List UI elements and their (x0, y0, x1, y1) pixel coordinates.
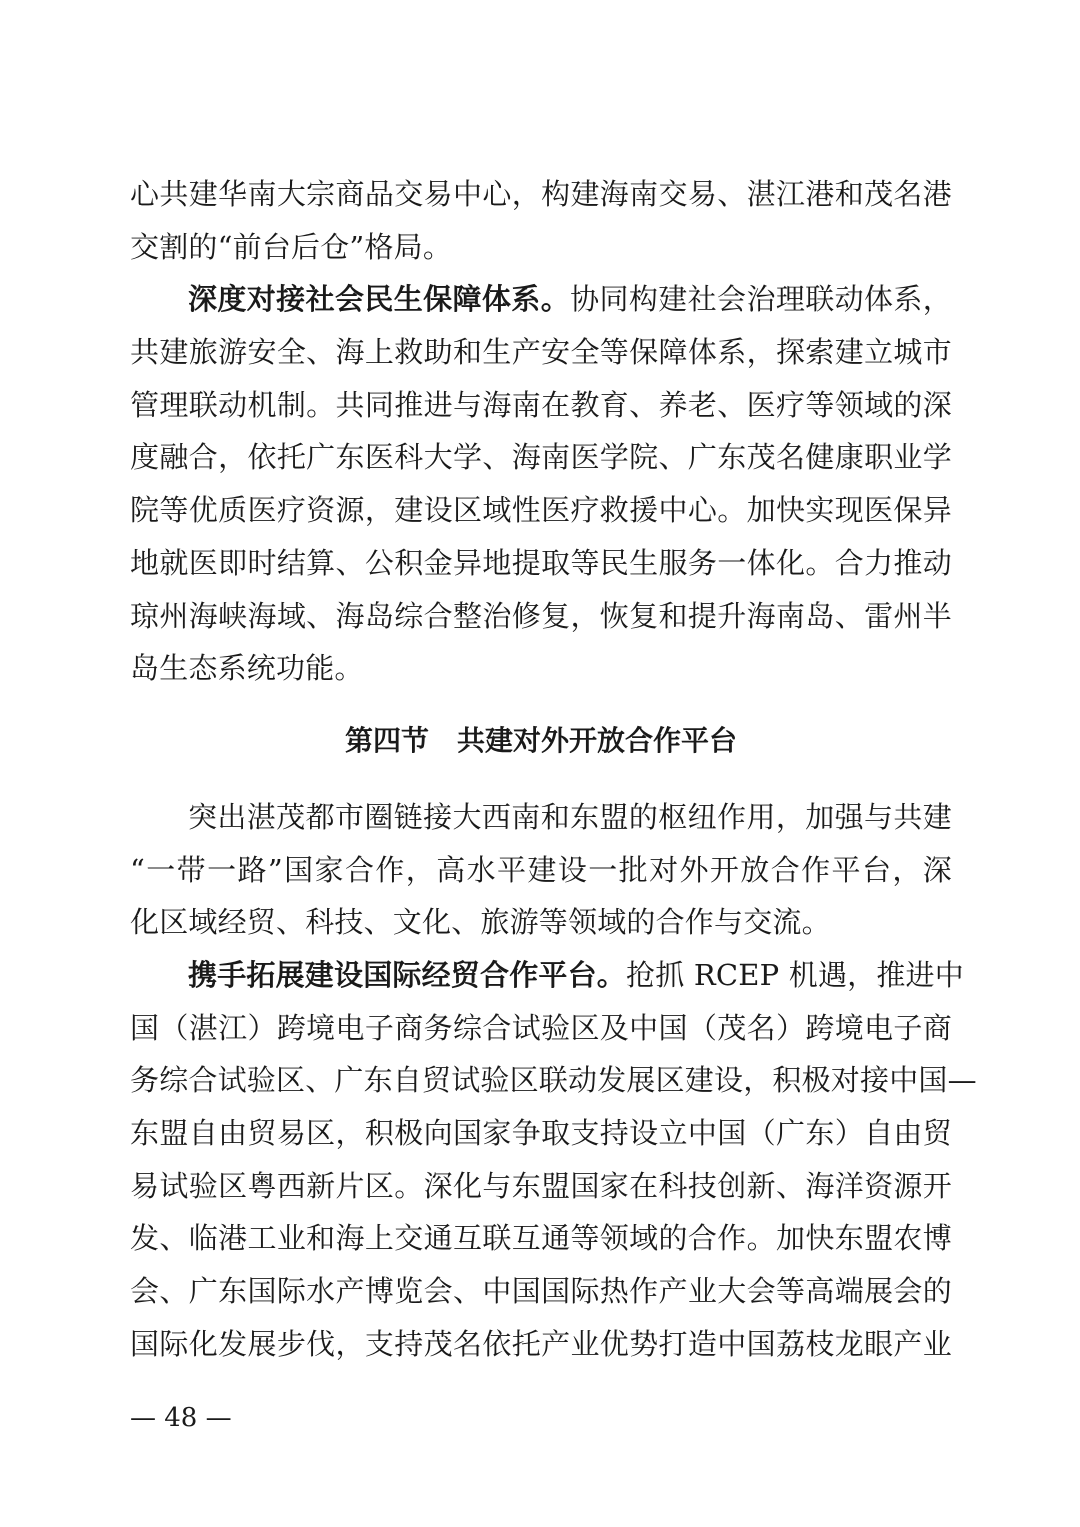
paragraph-bold-lead: 深度对接社会民生保障体系。 (188, 282, 571, 317)
text-fragment: 协同构建社会治理联动体系， (570, 282, 952, 317)
document-body (130, 168, 977, 1370)
paragraph-bold-lead: 携手拓展建设国际经贸合作平台。 (188, 957, 627, 992)
text-line: 突出湛茂都市圈链接大西南和东盟的枢纽作用，加强与共建 (188, 799, 952, 834)
text-line: 管理联动机制。共同推进与海南在教育、养老、医疗等领域的深 (130, 387, 952, 422)
text-line: 务综合试验区、广东自贸试验区联动发展区建设，积极对接中国— (130, 1063, 977, 1098)
text-line: “一带一路”国家合作，高水平建设一批对外开放合作平台，深 (130, 852, 952, 887)
text-line: 东盟自由贸易区，积极向国家争取支持设立中国（广东）自由贸 (130, 1116, 952, 1150)
text-line: 共建旅游安全、海上救助和生产安全等保障体系，探索建立城市 (130, 335, 952, 370)
text-line: 琼州海峡海域、海岛综合整治修复，恢复和提升海南岛、雷州半 (130, 598, 952, 633)
paragraph-trade-platform (130, 949, 977, 1371)
text-line (130, 949, 964, 1002)
text-fragment: 抢抓 RCEP 机遇，推进中 (626, 957, 964, 992)
text-line (130, 273, 952, 326)
text-line: 岛生态系统功能。 (130, 651, 364, 686)
text-line: 度融合，依托广东医科大学、海南医学院、广东茂名健康职业学 (130, 440, 952, 475)
paragraph-social-security (130, 273, 952, 695)
text-line: 院等优质医疗资源，建设区域性医疗救援中心。加快实现医保异 (130, 493, 952, 528)
text-line: 会、广东国际水产博览会、中国国际热作产业大会等高端展会的 (130, 1274, 952, 1309)
text-line: 国（湛江）跨境电子商务综合试验区及中国（茂名）跨境电子商 (130, 1010, 952, 1045)
text-line: 发、临港工业和海上交通互联互通等领域的合作。加快东盟农博 (130, 1221, 952, 1256)
text-line: 国际化发展步伐，支持茂名依托产业优势打造中国荔枝龙眼产业 (130, 1326, 952, 1361)
paragraph-intro (130, 791, 952, 949)
text-line: 化区域经贸、科技、文化、旅游等领域的合作与交流。 (130, 905, 831, 940)
page-number: — 48 — (130, 1403, 232, 1433)
text-line: 心共建华南大宗商品交易中心，构建海南交易、湛江港和茂名港 (130, 177, 952, 211)
text-line: 易试验区粤西新片区。深化与东盟国家在科技创新、海洋资源开 (130, 1168, 952, 1203)
text-line: 交割的“前台后仓”格局。 (130, 229, 453, 264)
section-heading: 第四节 共建对外开放合作平台 (344, 723, 737, 757)
text-line: 地就医即时结算、公积金异地提取等民生服务一体化。合力推动 (130, 545, 952, 580)
paragraph-continuation (130, 168, 952, 273)
